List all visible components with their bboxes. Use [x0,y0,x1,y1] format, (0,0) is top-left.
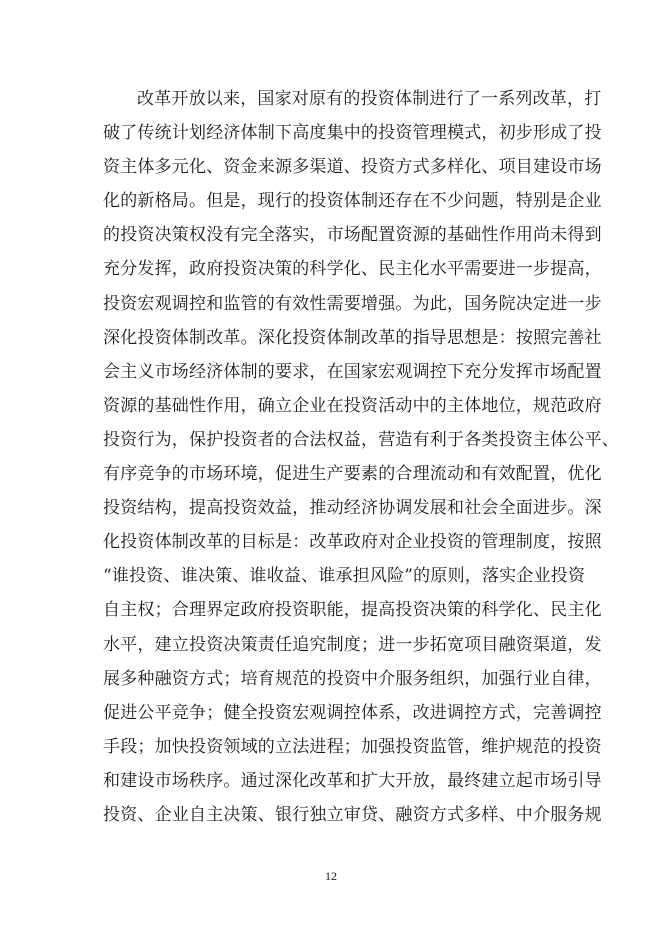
text-line: 投资、企业自主决策、银行独立审贷、融资方式多样、中介服务规 [103,804,602,825]
text-line: 有序竞争的市场环境，促进生产要素的合理流动和有效配置，优化 [103,464,602,485]
text-line: 展多种融资方式；培育规范的投资中介服务组织，加强行业自律， [103,668,602,689]
text-line: 和建设市场秩序。通过深化改革和扩大开放，最终建立起市场引导 [103,770,602,791]
text-line: 深化投资体制改革。深化投资体制改革的指导思想是：按照完善社 [103,327,602,348]
text-line: 资主体多元化、资金来源多渠道、投资方式多样化、项目建设市场 [103,157,602,178]
page-number: 12 [325,869,337,883]
text-line: 手段；加快投资领域的立法进程；加强投资监管，维护规范的投资 [103,736,602,757]
text-line: 自主权；合理界定政府投资职能，提高投资决策的科学化、民主化 [103,600,602,621]
text-line: 破了传统计划经济体制下高度集中的投资管理模式，初步形成了投 [103,123,602,144]
text-line: 的投资决策权没有完全落实，市场配置资源的基础性作用尚未得到 [103,225,602,246]
text-line: 投资行为，保护投资者的合法权益，营造有利于各类投资主体公平、 [103,429,619,450]
text-line: 水平，建立投资决策责任追究制度；进一步拓宽项目融资渠道，发 [103,634,602,655]
text-line: 化的新格局。但是，现行的投资体制还存在不少问题，特别是企业 [103,191,602,212]
text-line: 充分发挥，政府投资决策的科学化、民主化水平需要进一步提高， [103,259,602,280]
text-line: 投资宏观调控和监管的有效性需要增强。为此，国务院决定进一步 [103,293,602,314]
text-line: 会主义市场经济体制的要求，在国家宏观调控下充分发挥市场配置 [103,361,602,382]
body-paragraph [103,82,619,832]
text-line: 化投资体制改革的目标是：改革政府对企业投资的管理制度，按照 [103,532,602,553]
text-line: 改革开放以来，国家对原有的投资体制进行了一系列改革，打 [137,89,602,109]
text-line: “谁投资、谁决策、谁收益、谁承担风险”的原则，落实企业投资 [103,566,586,587]
text-line: 促进公平竞争；健全投资宏观调控体系，改进调控方式，完善调控 [103,702,602,723]
text-line: 资源的基础性作用，确立企业在投资活动中的主体地位，规范政府 [103,395,602,416]
text-line: 投资结构，提高投资效益，推动经济协调发展和社会全面进步。深 [103,498,602,519]
